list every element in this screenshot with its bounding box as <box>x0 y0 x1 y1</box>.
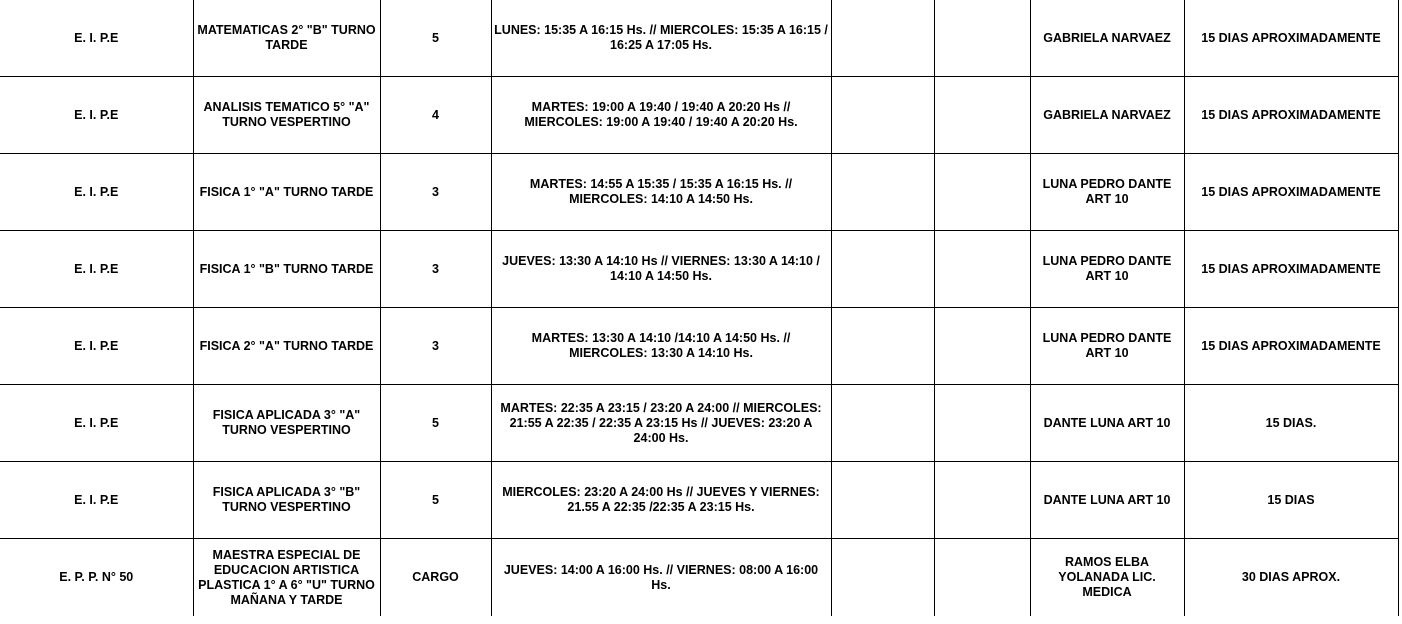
escuela-cell[interactable]: E. I. P.E <box>0 77 193 154</box>
empty-cell[interactable] <box>831 308 934 385</box>
materia-cell[interactable]: FISICA 2° "A" TURNO TARDE <box>193 308 380 385</box>
duracion-cell[interactable]: 15 DIAS APROXIMADAMENTE <box>1184 231 1398 308</box>
escuela-cell[interactable]: E. I. P.E <box>0 154 193 231</box>
materia-cell[interactable]: FISICA APLICADA 3° "B" TURNO VESPERTINO <box>193 462 380 539</box>
escuela-cell[interactable]: E. I. P.E <box>0 462 193 539</box>
table-row <box>0 0 1398 77</box>
escuela-cell[interactable]: E. P. P. N° 50 <box>0 539 193 617</box>
escuela-cell[interactable]: E. I. P.E <box>0 231 193 308</box>
escuela-cell[interactable]: E. I. P.E <box>0 0 193 77</box>
empty-cell[interactable] <box>934 539 1030 617</box>
docente-cell[interactable]: GABRIELA NARVAEZ <box>1030 0 1184 77</box>
horario-cell[interactable]: JUEVES: 14:00 A 16:00 Hs. // VIERNES: 08:00 A 16:00 Hs. <box>491 539 831 617</box>
materia-cell[interactable]: FISICA APLICADA 3° "A" TURNO VESPERTINO <box>193 385 380 462</box>
docente-cell[interactable]: LUNA PEDRO DANTE ART 10 <box>1030 308 1184 385</box>
table-row <box>0 308 1398 385</box>
horas-cell[interactable]: 3 <box>380 154 491 231</box>
duracion-cell[interactable]: 15 DIAS APROXIMADAMENTE <box>1184 0 1398 77</box>
horario-cell[interactable]: MARTES: 19:00 A 19:40 / 19:40 A 20:20 Hs // MIERCOLES: 19:00 A 19:40 / 19:40 A 20:20 Hs. <box>491 77 831 154</box>
empty-cell[interactable] <box>831 539 934 617</box>
empty-cell[interactable] <box>934 308 1030 385</box>
horas-cell[interactable]: 5 <box>380 0 491 77</box>
docente-cell[interactable]: LUNA PEDRO DANTE ART 10 <box>1030 231 1184 308</box>
materia-cell[interactable]: FISICA 1° "A" TURNO TARDE <box>193 154 380 231</box>
table-row <box>0 231 1398 308</box>
horario-cell[interactable]: MARTES: 13:30 A 14:10 /14:10 A 14:50 Hs. // MIERCOLES: 13:30 A 14:10 Hs. <box>491 308 831 385</box>
table-row <box>0 154 1398 231</box>
table-row <box>0 385 1398 462</box>
empty-cell[interactable] <box>831 231 934 308</box>
horas-cell[interactable]: 3 <box>380 308 491 385</box>
docente-cell[interactable]: GABRIELA NARVAEZ <box>1030 77 1184 154</box>
empty-cell[interactable] <box>934 0 1030 77</box>
empty-cell[interactable] <box>934 385 1030 462</box>
duracion-cell[interactable]: 15 DIAS APROXIMADAMENTE <box>1184 77 1398 154</box>
table-row <box>0 77 1398 154</box>
materia-cell[interactable]: MAESTRA ESPECIAL DE EDUCACION ARTISTICA PLASTICA 1° A 6° "U" TURNO MAÑANA Y TARDE <box>193 539 380 617</box>
docente-cell[interactable]: DANTE LUNA ART 10 <box>1030 385 1184 462</box>
docente-cell[interactable]: RAMOS ELBA YOLANADA LIC. MEDICA <box>1030 539 1184 617</box>
table-row <box>0 462 1398 539</box>
duracion-cell[interactable]: 15 DIAS <box>1184 462 1398 539</box>
duracion-cell[interactable]: 15 DIAS APROXIMADAMENTE <box>1184 154 1398 231</box>
empty-cell[interactable] <box>831 462 934 539</box>
horas-cell[interactable]: 4 <box>380 77 491 154</box>
horario-cell[interactable]: JUEVES: 13:30 A 14:10 Hs // VIERNES: 13:30 A 14:10 / 14:10 A 14:50 Hs. <box>491 231 831 308</box>
horas-cell[interactable]: CARGO <box>380 539 491 617</box>
escuela-cell[interactable]: E. I. P.E <box>0 308 193 385</box>
horario-cell[interactable]: MARTES: 22:35 A 23:15 / 23:20 A 24:00 // MIERCOLES: 21:55 A 22:35 / 22:35 A 23:15 Hs // JUEVES: 23:20 A 24:00 Hs. <box>491 385 831 462</box>
duracion-cell[interactable]: 15 DIAS APROXIMADAMENTE <box>1184 308 1398 385</box>
empty-cell[interactable] <box>934 154 1030 231</box>
horario-cell[interactable]: MIERCOLES: 23:20 A 24:00 Hs // JUEVES Y VIERNES: 21.55 A 22:35 /22:35 A 23:15 Hs. <box>491 462 831 539</box>
duracion-cell[interactable]: 30 DIAS APROX. <box>1184 539 1398 617</box>
escuela-cell[interactable]: E. I. P.E <box>0 385 193 462</box>
materia-cell[interactable]: MATEMATICAS 2° "B" TURNO TARDE <box>193 0 380 77</box>
empty-cell[interactable] <box>934 231 1030 308</box>
horario-cell[interactable]: MARTES: 14:55 A 15:35 / 15:35 A 16:15 Hs. // MIERCOLES: 14:10 A 14:50 Hs. <box>491 154 831 231</box>
empty-cell[interactable] <box>934 462 1030 539</box>
empty-cell[interactable] <box>831 0 934 77</box>
horario-cell[interactable]: LUNES: 15:35 A 16:15 Hs. // MIERCOLES: 15:35 A 16:15 / 16:25 A 17:05 Hs. <box>491 0 831 77</box>
materia-cell[interactable]: ANALISIS TEMATICO 5° "A" TURNO VESPERTINO <box>193 77 380 154</box>
table-row <box>0 539 1398 617</box>
docente-cell[interactable]: LUNA PEDRO DANTE ART 10 <box>1030 154 1184 231</box>
duracion-cell[interactable]: 15 DIAS. <box>1184 385 1398 462</box>
horas-cell[interactable]: 3 <box>380 231 491 308</box>
materia-cell[interactable]: FISICA 1° "B" TURNO TARDE <box>193 231 380 308</box>
empty-cell[interactable] <box>831 385 934 462</box>
docente-cell[interactable]: DANTE LUNA ART 10 <box>1030 462 1184 539</box>
empty-cell[interactable] <box>831 77 934 154</box>
empty-cell[interactable] <box>831 154 934 231</box>
horas-cell[interactable]: 5 <box>380 462 491 539</box>
horas-cell[interactable]: 5 <box>380 385 491 462</box>
empty-cell[interactable] <box>934 77 1030 154</box>
